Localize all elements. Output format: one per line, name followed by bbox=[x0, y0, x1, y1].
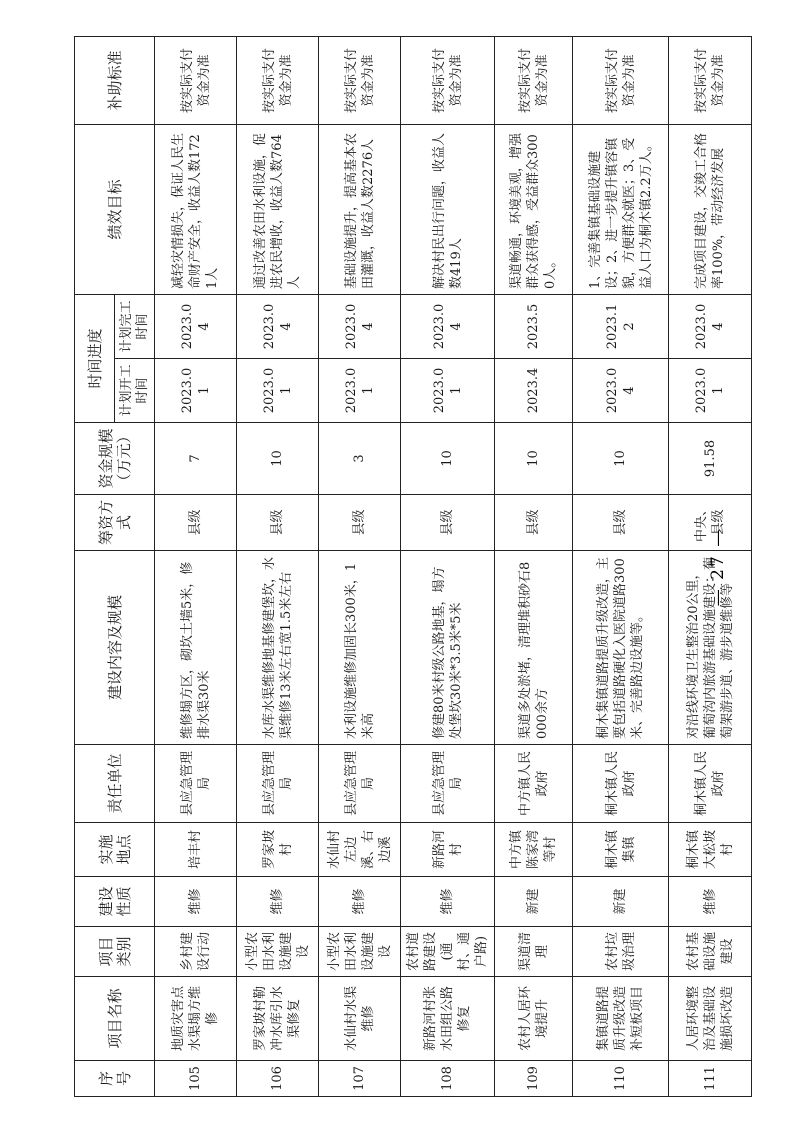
cell-seq: 109 bbox=[495, 1061, 573, 1097]
cell-standard: 按实际支付资金为准 bbox=[495, 36, 573, 124]
cell-amount: 10 bbox=[401, 423, 495, 495]
cell-unit: 桐木镇人民政府 bbox=[669, 745, 752, 823]
cell-nature: 维修 bbox=[319, 877, 401, 927]
cell-seq: 106 bbox=[237, 1061, 319, 1097]
cell-target: 基础设施提升，提高基本农田灌溉，收益人数2276人 bbox=[319, 124, 401, 294]
cell-start: 2023.01 bbox=[669, 359, 752, 423]
header-name: 项目名称 bbox=[75, 977, 155, 1061]
cell-seq: 110 bbox=[573, 1061, 669, 1097]
cell-nature: 维修 bbox=[237, 877, 319, 927]
cell-category: 农村道路建设(通村、通户路) bbox=[401, 927, 495, 977]
cell-start: 2023.01 bbox=[237, 359, 319, 423]
cell-funding: 县级 bbox=[573, 495, 669, 551]
cell-funding: 县级 bbox=[155, 495, 237, 551]
cell-standard: 按实际支付资金为准 bbox=[237, 36, 319, 124]
cell-name: 水仙村水渠维修 bbox=[319, 977, 401, 1061]
cell-amount: 10 bbox=[573, 423, 669, 495]
cell-seq: 105 bbox=[155, 1061, 237, 1097]
header-schedule: 时间进度 bbox=[75, 294, 115, 422]
cell-start: 2023.01 bbox=[155, 359, 237, 423]
header-unit: 责任单位 bbox=[75, 745, 155, 823]
header-category: 项目类别 bbox=[75, 927, 155, 977]
cell-standard: 按实际支付资金为准 bbox=[573, 36, 669, 124]
cell-content: 修建80米村级公路地基，塌方处堡坎30米*3.5米*5米 bbox=[401, 551, 495, 745]
header-start: 计划开工时间 bbox=[115, 359, 155, 423]
cell-location: 罗家坡村 bbox=[237, 823, 319, 877]
cell-target: 完成项目建设，交竣工合格率100%，带动经济发展 bbox=[669, 124, 752, 294]
cell-name: 人居环境整治及基础设施损坏改造 bbox=[669, 977, 752, 1061]
cell-target: 通过改善农田水利设施，促进农民增收，收益人数764人 bbox=[237, 124, 319, 294]
cell-category: 小型农田水利设施建设 bbox=[237, 927, 319, 977]
cell-nature: 新建 bbox=[573, 877, 669, 927]
cell-target: 1、完善集镇基础设施建设；2、进一步提升镇容镇貌，方便群众就医；3、受益人口为桐木镇2.2万人。 bbox=[573, 124, 669, 294]
header-amount: 资金规模（万元） bbox=[75, 423, 155, 495]
cell-funding: 县级 bbox=[319, 495, 401, 551]
cell-standard: 按实际支付资金为准 bbox=[155, 36, 237, 124]
table-row bbox=[237, 36, 319, 1096]
header-funding: 筹资方式 bbox=[75, 495, 155, 551]
header-row bbox=[75, 36, 115, 1096]
cell-start: 2023.4 bbox=[495, 359, 573, 423]
cell-funding: 县级 bbox=[237, 495, 319, 551]
cell-end: 2023.04 bbox=[319, 294, 401, 358]
cell-content: 水利设施维修加固长300米，1米高 bbox=[319, 551, 401, 745]
cell-start: 2023.01 bbox=[401, 359, 495, 423]
cell-end: 2023.04 bbox=[669, 294, 752, 358]
cell-seq: 111 bbox=[669, 1061, 752, 1097]
cell-name: 地质灾害点水渠塌方维修 bbox=[155, 977, 237, 1061]
table-row bbox=[573, 36, 669, 1096]
cell-target: 减轻灾情损失，保证人民生命财产安全，收益人数1721人 bbox=[155, 124, 237, 294]
cell-content: 水库水渠维修地基修建堡坎，水渠维修13米左右宽1.5米左右 bbox=[237, 551, 319, 745]
table-row bbox=[319, 36, 401, 1096]
cell-standard: 按实际支付资金为准 bbox=[319, 36, 401, 124]
header-location: 实施地点 bbox=[75, 823, 155, 877]
cell-category: 乡村建设行动 bbox=[155, 927, 237, 977]
cell-category: 农村垃圾治理 bbox=[573, 927, 669, 977]
cell-amount: 10 bbox=[237, 423, 319, 495]
table-row bbox=[155, 36, 237, 1096]
header-content: 建设内容及规模 bbox=[75, 551, 155, 745]
cell-start: 2023.04 bbox=[573, 359, 669, 423]
cell-category: 渠道清理 bbox=[495, 927, 573, 977]
cell-name: 集镇道路提质升级改造补短板项目 bbox=[573, 977, 669, 1061]
cell-unit: 县应急管理局 bbox=[319, 745, 401, 823]
header-end: 计划完工时间 bbox=[115, 294, 155, 358]
page-number bbox=[706, 512, 730, 622]
cell-location: 桐木镇集镇 bbox=[573, 823, 669, 877]
rotated-page bbox=[74, 37, 736, 1097]
header-target: 绩效目标 bbox=[75, 124, 155, 294]
cell-end: 2023.04 bbox=[401, 294, 495, 358]
cell-amount: 91.58 bbox=[669, 423, 752, 495]
cell-unit: 县应急管理局 bbox=[155, 745, 237, 823]
cell-unit: 县应急管理局 bbox=[401, 745, 495, 823]
cell-category: 小型农田水利设施建设 bbox=[319, 927, 401, 977]
cell-funding: 县级 bbox=[495, 495, 573, 551]
cell-unit: 中方镇人民政府 bbox=[495, 745, 573, 823]
cell-target: 解决村民出行问题，收益人数419人 bbox=[401, 124, 495, 294]
cell-end: 2023.04 bbox=[237, 294, 319, 358]
header-nature: 建设性质 bbox=[75, 877, 155, 927]
cell-name: 罗家坡村勒冲水库引水渠修复 bbox=[237, 977, 319, 1061]
cell-funding: 中央、县级 bbox=[669, 495, 752, 551]
cell-name: 新路河村张水田组公路修复 bbox=[401, 977, 495, 1061]
cell-location: 水仙村左边溪、右边溪 bbox=[319, 823, 401, 877]
cell-content: 对沿线环境卫生整治20公里，葡萄沟内旅游基础设施建设：葡萄架游步道、游步道维修等 bbox=[669, 551, 752, 745]
cell-nature: 维修 bbox=[401, 877, 495, 927]
cell-location: 新路河村 bbox=[401, 823, 495, 877]
table-row bbox=[401, 36, 495, 1096]
cell-content: 维修塌方区，砌坎土墙5米，修排水渠30米 bbox=[155, 551, 237, 745]
page-number-label: — 27 — bbox=[708, 527, 729, 607]
table-row bbox=[495, 36, 573, 1096]
header-seq: 序号 bbox=[75, 1061, 155, 1097]
cell-nature: 新建 bbox=[495, 877, 573, 927]
cell-unit: 县应急管理局 bbox=[237, 745, 319, 823]
cell-unit: 桐木镇人民政府 bbox=[573, 745, 669, 823]
cell-amount: 7 bbox=[155, 423, 237, 495]
cell-nature: 维修 bbox=[669, 877, 752, 927]
cell-content: 桐木集镇道路提质升级改造，主要包括道路硬化入医院道路300米、完善路边设施等。 bbox=[573, 551, 669, 745]
project-table bbox=[74, 36, 752, 1097]
cell-end: 2023.04 bbox=[155, 294, 237, 358]
cell-location: 中方镇陈家湾等村 bbox=[495, 823, 573, 877]
cell-seq: 107 bbox=[319, 1061, 401, 1097]
cell-start: 2023.01 bbox=[319, 359, 401, 423]
cell-amount: 3 bbox=[319, 423, 401, 495]
cell-content: 渠道多处淤堵，清理堆积砂石8000余方 bbox=[495, 551, 573, 745]
cell-name: 农村人居环境提升 bbox=[495, 977, 573, 1061]
cell-amount: 10 bbox=[495, 423, 573, 495]
cell-target: 渠道畅通，环境美观，增强群众获得感，受益群众3000人。 bbox=[495, 124, 573, 294]
cell-standard: 按实际支付资金为准 bbox=[669, 36, 752, 124]
cell-category: 农村基础设施建设 bbox=[669, 927, 752, 977]
cell-location: 桐木镇大松坡村 bbox=[669, 823, 752, 877]
cell-nature: 维修 bbox=[155, 877, 237, 927]
cell-end: 2023.5 bbox=[495, 294, 573, 358]
cell-location: 培丰村 bbox=[155, 823, 237, 877]
table-body bbox=[155, 36, 752, 1096]
cell-seq: 108 bbox=[401, 1061, 495, 1097]
cell-end: 2023.12 bbox=[573, 294, 669, 358]
header-standard: 补助标准 bbox=[75, 36, 155, 124]
cell-funding: 县级 bbox=[401, 495, 495, 551]
cell-standard: 按实际支付资金为准 bbox=[401, 36, 495, 124]
